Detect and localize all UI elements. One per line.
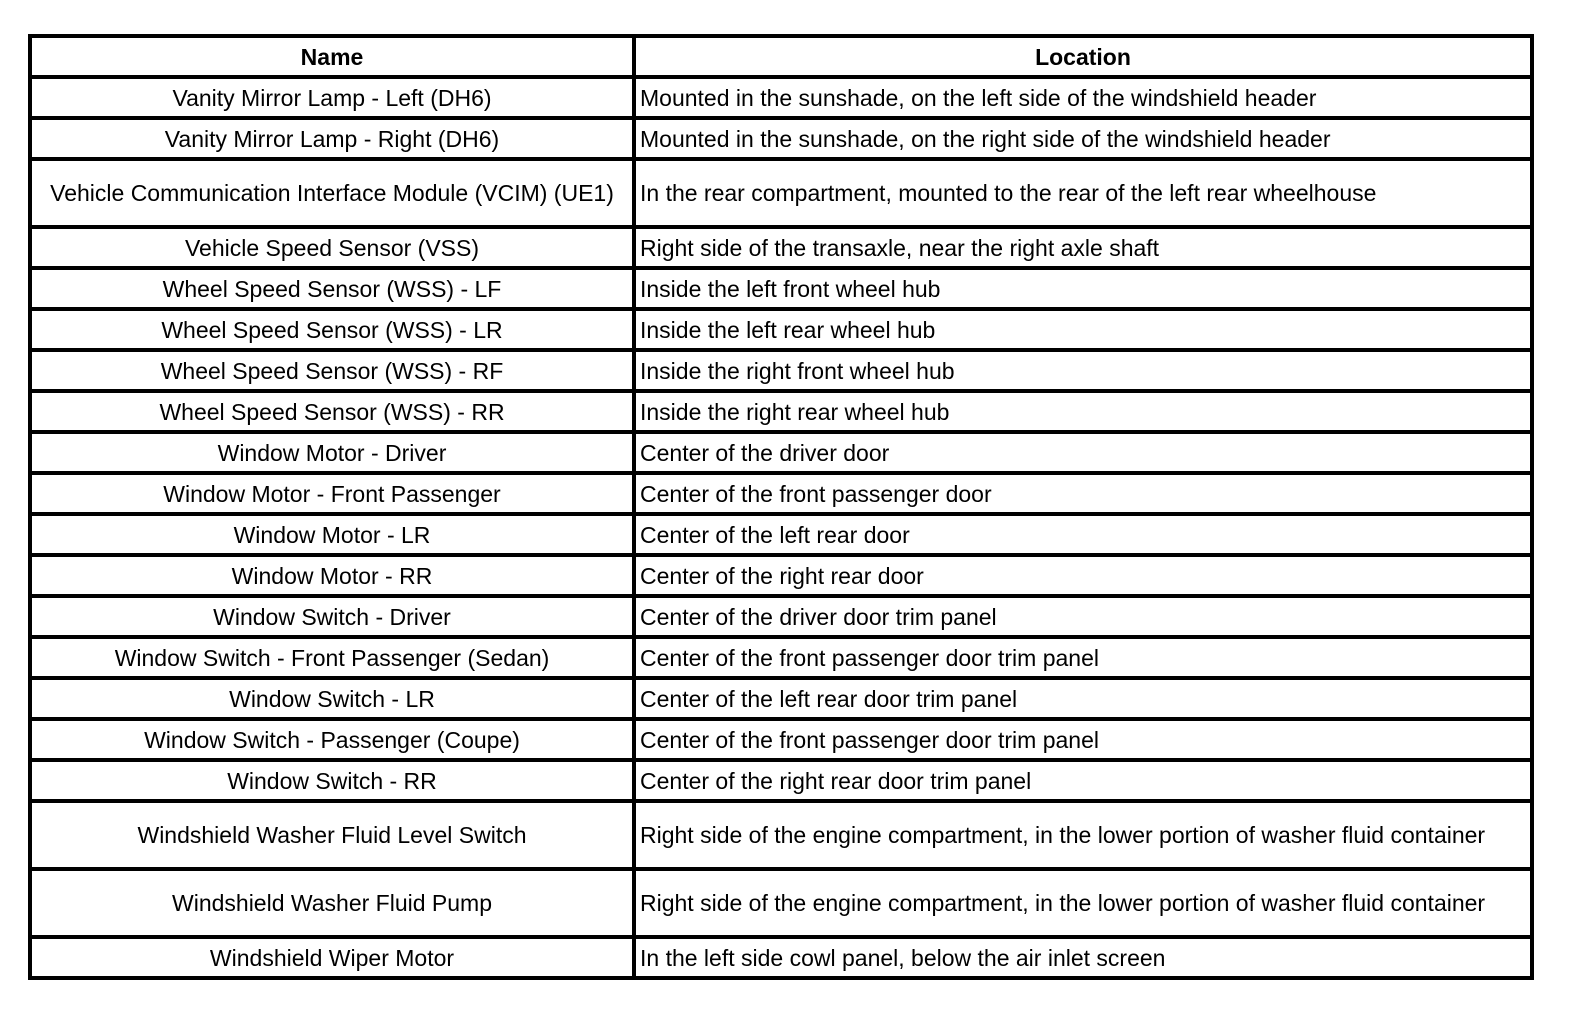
location-column-header: Location [634,36,1532,77]
component-location-cell: Center of the front passenger door trim panel [634,637,1532,678]
component-location-cell: In the left side cowl panel, below the air inlet screen [634,937,1532,978]
component-name-cell: Window Motor - Front Passenger [30,473,634,514]
table-row [30,391,1532,432]
component-location-cell: Center of the front passenger door trim panel [634,719,1532,760]
component-name-cell: Window Motor - Driver [30,432,634,473]
table-row [30,869,1532,937]
component-name-cell: Window Switch - Front Passenger (Sedan) [30,637,634,678]
component-location-cell: Center of the driver door [634,432,1532,473]
component-name-cell: Window Motor - RR [30,555,634,596]
table-row [30,555,1532,596]
table-row [30,159,1532,227]
component-name-cell: Wheel Speed Sensor (WSS) - RR [30,391,634,432]
component-name-cell: Windshield Washer Fluid Pump [30,869,634,937]
component-location-cell: Right side of the engine compartment, in the lower portion of washer fluid container [634,869,1532,937]
table-row [30,350,1532,391]
component-name-cell: Windshield Wiper Motor [30,937,634,978]
table-row [30,432,1532,473]
table-row [30,937,1532,978]
component-name-cell: Wheel Speed Sensor (WSS) - LR [30,309,634,350]
component-location-cell: Center of the right rear door [634,555,1532,596]
table-row [30,596,1532,637]
table-row [30,118,1532,159]
component-location-cell: In the rear compartment, mounted to the rear of the left rear wheelhouse [634,159,1532,227]
component-name-cell: Window Switch - RR [30,760,634,801]
component-name-cell: Window Switch - Passenger (Coupe) [30,719,634,760]
component-location-cell: Mounted in the sunshade, on the right side of the windshield header [634,118,1532,159]
component-location-table [28,34,1534,980]
component-name-cell: Window Motor - LR [30,514,634,555]
component-location-cell: Inside the left front wheel hub [634,268,1532,309]
table-row [30,637,1532,678]
component-name-cell: Window Switch - LR [30,678,634,719]
table-row [30,473,1532,514]
component-location-cell: Center of the driver door trim panel [634,596,1532,637]
table-row [30,514,1532,555]
table-row [30,309,1532,350]
table-row [30,268,1532,309]
component-name-cell: Wheel Speed Sensor (WSS) - RF [30,350,634,391]
component-location-cell: Center of the right rear door trim panel [634,760,1532,801]
component-location-cell: Center of the front passenger door [634,473,1532,514]
component-location-cell: Inside the right front wheel hub [634,350,1532,391]
table-row [30,678,1532,719]
table-row [30,760,1532,801]
component-location-cell: Center of the left rear door [634,514,1532,555]
component-name-cell: Vanity Mirror Lamp - Right (DH6) [30,118,634,159]
component-name-cell: Windshield Washer Fluid Level Switch [30,801,634,869]
table-row [30,801,1532,869]
name-column-header: Name [30,36,634,77]
header-row [30,36,1532,77]
component-name-cell: Window Switch - Driver [30,596,634,637]
component-location-cell: Center of the left rear door trim panel [634,678,1532,719]
component-name-cell: Wheel Speed Sensor (WSS) - LF [30,268,634,309]
component-name-cell: Vanity Mirror Lamp - Left (DH6) [30,77,634,118]
component-location-cell: Mounted in the sunshade, on the left side of the windshield header [634,77,1532,118]
table-row [30,77,1532,118]
table-row [30,719,1532,760]
component-location-cell: Right side of the engine compartment, in the lower portion of washer fluid container [634,801,1532,869]
table-row [30,227,1532,268]
component-name-cell: Vehicle Speed Sensor (VSS) [30,227,634,268]
component-location-cell: Inside the left rear wheel hub [634,309,1532,350]
component-name-cell: Vehicle Communication Interface Module (VCIM) (UE1) [30,159,634,227]
component-location-cell: Inside the right rear wheel hub [634,391,1532,432]
component-location-cell: Right side of the transaxle, near the right axle shaft [634,227,1532,268]
